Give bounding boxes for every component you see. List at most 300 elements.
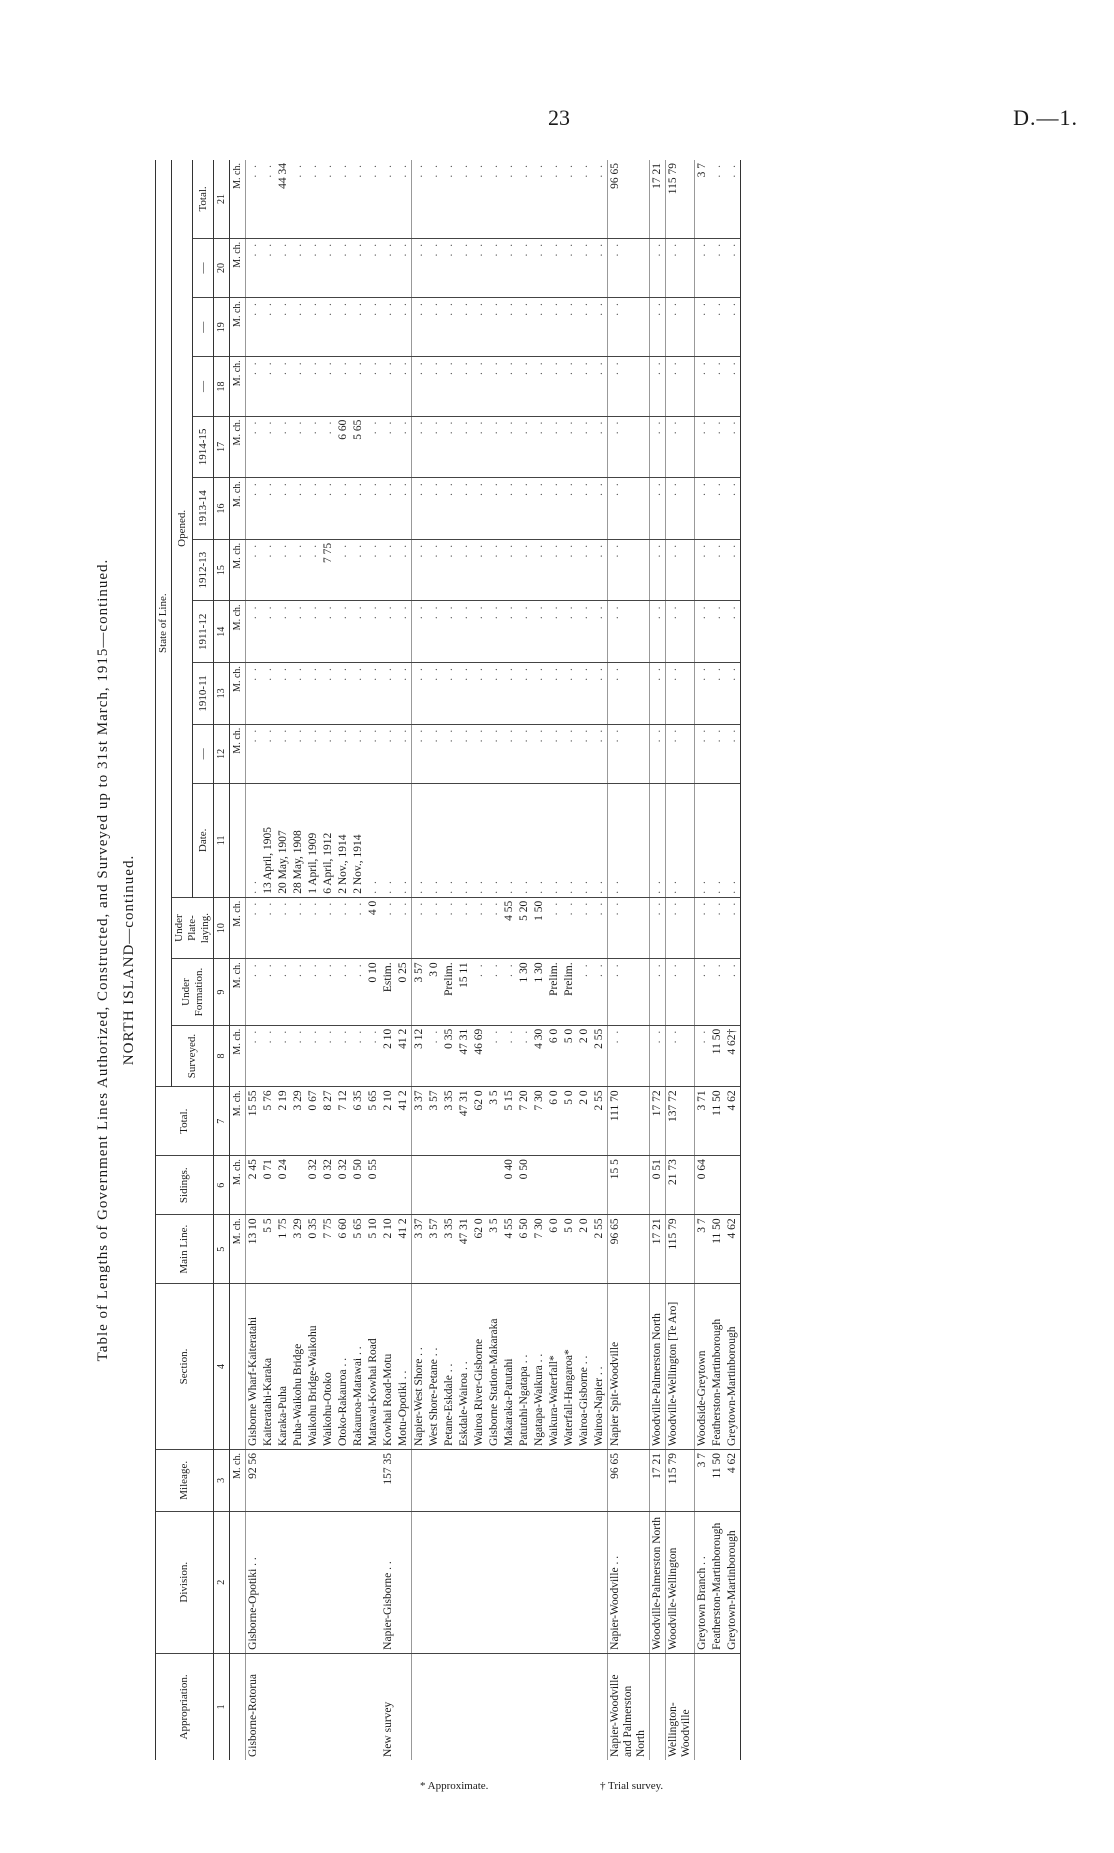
cell-col20 xyxy=(351,238,366,297)
cell-main-line: 17 21 xyxy=(650,1215,666,1284)
empty-leader: . . xyxy=(593,241,605,257)
empty-leader: . . xyxy=(651,879,663,894)
unit-cell: M. ch. xyxy=(230,1025,246,1087)
cell-sidings xyxy=(442,1156,457,1215)
cell-1913-14 xyxy=(261,478,276,540)
cell-col18 xyxy=(592,357,608,416)
cell-col20 xyxy=(442,238,457,297)
cell-col18 xyxy=(276,357,291,416)
cell-1911-12 xyxy=(246,601,262,663)
cell-mileage: 157 35 xyxy=(381,1450,396,1512)
cell-1913-14 xyxy=(321,478,336,540)
cell-col18 xyxy=(577,357,592,416)
empty-leader: . . xyxy=(247,481,259,496)
empty-leader: . . xyxy=(651,900,663,916)
cell-main-line: 6 60 xyxy=(336,1215,351,1284)
cell-appropriation xyxy=(472,1653,487,1760)
cell-col19 xyxy=(351,298,366,357)
cell-col18 xyxy=(650,357,666,416)
empty-leader: . . xyxy=(696,542,708,558)
cell-1913-14 xyxy=(472,478,487,540)
cell-under-formation xyxy=(695,959,711,1025)
cell-mileage xyxy=(336,1450,351,1512)
header-section: Section. xyxy=(156,1284,214,1450)
empty-leader: . . xyxy=(277,542,289,558)
cell-under-platelaying xyxy=(336,897,351,959)
empty-leader: . . xyxy=(443,666,455,681)
cell-1910-11 xyxy=(710,663,725,725)
cell-under-platelaying xyxy=(547,897,562,959)
cell-1911-12 xyxy=(608,601,650,663)
cell-col20 xyxy=(562,238,577,297)
header-under-platelaying: Under Plate-laying. xyxy=(172,897,214,959)
cell-sidings xyxy=(592,1156,608,1215)
cell-col12 xyxy=(457,724,472,783)
cell-sidings: 0 55 xyxy=(366,1156,381,1215)
cell-col19 xyxy=(592,298,608,357)
cell-main-line: 2 55 xyxy=(592,1215,608,1284)
cell-mileage xyxy=(472,1450,487,1512)
cell-1912-13 xyxy=(710,539,725,601)
empty-leader: . . xyxy=(247,666,259,681)
header-sidings: Sidings. xyxy=(156,1156,214,1215)
empty-leader: . . xyxy=(548,481,560,496)
cell-1912-13 xyxy=(381,539,396,601)
cell-mileage xyxy=(532,1450,547,1512)
header-date: Date. xyxy=(193,783,214,897)
cell-section: Greytown-Martinborough xyxy=(725,1284,741,1450)
cell-surveyed: 3 12 xyxy=(412,1025,428,1087)
empty-leader: . . xyxy=(667,604,679,620)
empty-leader: . . xyxy=(262,163,274,178)
empty-leader: . . xyxy=(578,879,590,894)
cell-1910-11 xyxy=(381,663,396,725)
cell-surveyed xyxy=(321,1025,336,1087)
cell-col19 xyxy=(532,298,547,357)
cell-1913-14 xyxy=(577,478,592,540)
cell-col18 xyxy=(562,357,577,416)
column-number: 18 xyxy=(214,357,230,416)
cell-col18 xyxy=(695,357,711,416)
empty-leader: . . xyxy=(307,360,319,375)
empty-leader: . . xyxy=(667,666,679,681)
cell-division xyxy=(261,1511,276,1653)
empty-leader: . . xyxy=(563,419,575,435)
cell-col19 xyxy=(412,298,428,357)
cell-under-formation: Prelim. xyxy=(547,959,562,1025)
cell-total: 8 27 xyxy=(321,1087,336,1156)
cell-division: Gisborne-Opotiki . . xyxy=(246,1511,262,1653)
empty-leader: . . xyxy=(488,962,500,977)
empty-leader: . . xyxy=(292,1028,304,1044)
cell-date xyxy=(396,783,412,897)
cell-total: 0 67 xyxy=(306,1087,321,1156)
empty-leader: . . xyxy=(367,666,379,681)
cell-col19 xyxy=(710,298,725,357)
cell-col20 xyxy=(547,238,562,297)
empty-leader: . . xyxy=(382,542,394,558)
empty-leader: . . xyxy=(352,481,364,496)
cell-1910-11 xyxy=(547,663,562,725)
cell-1910-11 xyxy=(321,663,336,725)
cell-1914-15 xyxy=(276,416,291,478)
cell-col18 xyxy=(427,357,442,416)
empty-leader: . . xyxy=(726,962,738,977)
empty-leader: . . xyxy=(696,604,708,620)
cell-surveyed: 6 0 xyxy=(547,1025,562,1087)
cell-1913-14 xyxy=(487,478,502,540)
cell-date xyxy=(562,783,577,897)
empty-leader: . . xyxy=(711,163,723,178)
cell-total: 3 37 xyxy=(412,1087,428,1156)
empty-leader: . . xyxy=(667,962,679,977)
empty-leader: . . xyxy=(593,727,605,743)
cell-grand-total xyxy=(261,160,276,238)
empty-leader: . . xyxy=(428,879,440,894)
empty-leader: . . xyxy=(337,604,349,620)
cell-grand-total xyxy=(366,160,381,238)
cell-1914-15 xyxy=(381,416,396,478)
cell-main-line: 5 10 xyxy=(366,1215,381,1284)
cell-1910-11 xyxy=(577,663,592,725)
empty-leader: . . xyxy=(458,879,470,894)
empty-leader: . . xyxy=(277,360,289,375)
cell-surveyed xyxy=(427,1025,442,1087)
cell-section: Otoko-Rakauroa . . xyxy=(336,1284,351,1450)
empty-leader: . . xyxy=(593,301,605,316)
empty-leader: . . xyxy=(397,241,409,257)
empty-leader: . . xyxy=(292,604,304,620)
column-number: 7 xyxy=(214,1087,230,1156)
cell-under-formation xyxy=(321,959,336,1025)
cell-col12 xyxy=(487,724,502,783)
cell-under-platelaying xyxy=(442,897,457,959)
cell-1914-15 xyxy=(487,416,502,478)
cell-1910-11 xyxy=(336,663,351,725)
empty-leader: . . xyxy=(593,360,605,375)
cell-section: Wairoa-Gisborne . . xyxy=(577,1284,592,1450)
table-row xyxy=(442,160,457,1760)
cell-col12 xyxy=(366,724,381,783)
empty-leader: . . xyxy=(518,241,530,257)
header-1914-15: 1914-15 xyxy=(193,416,214,478)
cell-date xyxy=(412,783,428,897)
empty-leader: . . xyxy=(651,604,663,620)
cell-col12 xyxy=(472,724,487,783)
empty-leader: . . xyxy=(382,879,394,894)
empty-leader: . . xyxy=(458,727,470,743)
empty-leader: . . xyxy=(322,962,334,977)
empty-leader: . . xyxy=(711,241,723,257)
empty-leader: . . xyxy=(428,542,440,558)
empty-leader: . . xyxy=(352,241,364,257)
cell-col20 xyxy=(321,238,336,297)
empty-leader: . . xyxy=(609,419,621,435)
cell-appropriation: Gisborne-Rotorua xyxy=(246,1653,262,1760)
empty-leader: . . xyxy=(726,879,738,894)
cell-grand-total xyxy=(517,160,532,238)
empty-leader: . . xyxy=(578,900,590,916)
cell-grand-total: 115 79 xyxy=(666,160,695,238)
cell-1912-13 xyxy=(650,539,666,601)
cell-under-formation xyxy=(246,959,262,1025)
cell-col19 xyxy=(502,298,517,357)
cell-1913-14 xyxy=(695,478,711,540)
cell-col12 xyxy=(427,724,442,783)
empty-leader: . . xyxy=(726,900,738,916)
cell-col18 xyxy=(725,357,741,416)
cell-appropriation xyxy=(562,1653,577,1760)
cell-1911-12 xyxy=(577,601,592,663)
cell-total: 6 0 xyxy=(547,1087,562,1156)
cell-1914-15 xyxy=(246,416,262,478)
cell-col19 xyxy=(666,298,695,357)
cell-1913-14 xyxy=(246,478,262,540)
cell-mileage xyxy=(366,1450,381,1512)
cell-1914-15: 5 65 xyxy=(351,416,366,478)
empty-leader: . . xyxy=(593,542,605,558)
cell-main-line: 3 37 xyxy=(412,1215,428,1284)
empty-leader: . . xyxy=(397,604,409,620)
cell-appropriation xyxy=(577,1653,592,1760)
cell-col19 xyxy=(366,298,381,357)
cell-col19 xyxy=(562,298,577,357)
cell-1914-15 xyxy=(695,416,711,478)
column-number: 12 xyxy=(214,724,230,783)
cell-mileage xyxy=(276,1450,291,1512)
cell-col19 xyxy=(291,298,306,357)
cell-col18 xyxy=(336,357,351,416)
cell-grand-total: 96 65 xyxy=(608,160,650,238)
cell-division xyxy=(532,1511,547,1653)
cell-sidings: 21 73 xyxy=(666,1156,695,1215)
cell-appropriation xyxy=(412,1653,428,1760)
empty-leader: . . xyxy=(548,604,560,620)
cell-grand-total xyxy=(547,160,562,238)
empty-leader: . . xyxy=(488,241,500,257)
cell-section: Wairoa River-Gisborne xyxy=(472,1284,487,1450)
unit-cell: M. ch. xyxy=(230,724,246,783)
empty-leader: . . xyxy=(382,666,394,681)
table-row xyxy=(276,160,291,1760)
cell-appropriation xyxy=(502,1653,517,1760)
cell-appropriation xyxy=(291,1653,306,1760)
table-row xyxy=(562,160,577,1760)
cell-col19 xyxy=(306,298,321,357)
cell-under-platelaying xyxy=(321,897,336,959)
empty-leader: . . xyxy=(503,481,515,496)
cell-mileage: 4 62 xyxy=(725,1450,741,1512)
cell-1914-15 xyxy=(666,416,695,478)
cell-1913-14 xyxy=(412,478,428,540)
empty-leader: . . xyxy=(518,301,530,316)
empty-leader: . . xyxy=(458,542,470,558)
empty-leader: . . xyxy=(262,666,274,681)
table-row xyxy=(487,160,502,1760)
cell-1914-15 xyxy=(502,416,517,478)
empty-leader: . . xyxy=(247,727,259,743)
cell-division xyxy=(547,1511,562,1653)
empty-leader: . . xyxy=(307,481,319,496)
cell-section: Kowhai Road-Motu xyxy=(381,1284,396,1450)
cell-total: 6 35 xyxy=(351,1087,366,1156)
cell-1914-15 xyxy=(306,416,321,478)
cell-mileage xyxy=(502,1450,517,1512)
unit-cell: M. ch. xyxy=(230,298,246,357)
cell-grand-total xyxy=(427,160,442,238)
empty-leader: . . xyxy=(458,481,470,496)
cell-division xyxy=(396,1511,412,1653)
empty-leader: . . xyxy=(292,301,304,316)
cell-under-platelaying xyxy=(577,897,592,959)
empty-leader: . . xyxy=(518,163,530,178)
cell-total: 7 30 xyxy=(532,1087,547,1156)
cell-grand-total: 3 7 xyxy=(695,160,711,238)
empty-leader: . . xyxy=(382,727,394,743)
cell-sidings: 0 50 xyxy=(351,1156,366,1215)
cell-1912-13 xyxy=(427,539,442,601)
empty-leader: . . xyxy=(609,900,621,916)
column-number: 4 xyxy=(214,1284,230,1450)
cell-section: Patutahi-Ngatapa . . xyxy=(517,1284,532,1450)
cell-mileage xyxy=(457,1450,472,1512)
cell-total: 3 57 xyxy=(427,1087,442,1156)
cell-section: Eskdale-Wairoa . . xyxy=(457,1284,472,1450)
cell-section: Waterfall-Hangaroa* xyxy=(562,1284,577,1450)
cell-col12 xyxy=(608,724,650,783)
cell-col12 xyxy=(351,724,366,783)
empty-leader: . . xyxy=(593,604,605,620)
cell-1913-14 xyxy=(517,478,532,540)
cell-1911-12 xyxy=(457,601,472,663)
table-row xyxy=(306,160,321,1760)
empty-leader: . . xyxy=(307,666,319,681)
empty-leader: . . xyxy=(292,962,304,977)
cell-col20 xyxy=(396,238,412,297)
cell-1912-13 xyxy=(592,539,608,601)
cell-1912-13 xyxy=(351,539,366,601)
cell-division xyxy=(321,1511,336,1653)
cell-section: Matawai-Kowhai Road xyxy=(366,1284,381,1450)
empty-leader: . . xyxy=(578,360,590,375)
empty-leader: . . xyxy=(711,360,723,375)
empty-leader: . . xyxy=(443,481,455,496)
empty-leader: . . xyxy=(337,962,349,977)
cell-section: Woodside-Greytown xyxy=(695,1284,711,1450)
cell-grand-total xyxy=(592,160,608,238)
empty-leader: . . xyxy=(488,666,500,681)
cell-under-formation: 0 10 xyxy=(366,959,381,1025)
cell-grand-total xyxy=(246,160,262,238)
empty-leader: . . xyxy=(292,419,304,435)
cell-1910-11 xyxy=(396,663,412,725)
cell-main-line: 96 65 xyxy=(608,1215,650,1284)
cell-mileage xyxy=(517,1450,532,1512)
empty-leader: . . xyxy=(292,666,304,681)
empty-leader: . . xyxy=(667,1028,679,1044)
empty-leader: . . xyxy=(667,481,679,496)
cell-col20 xyxy=(577,238,592,297)
cell-grand-total xyxy=(532,160,547,238)
cell-under-formation: 15 11 xyxy=(457,959,472,1025)
cell-col12 xyxy=(532,724,547,783)
cell-main-line: 6 50 xyxy=(517,1215,532,1284)
empty-leader: . . xyxy=(247,900,259,916)
cell-sidings: 0 51 xyxy=(650,1156,666,1215)
cell-1911-12 xyxy=(351,601,366,663)
cell-division: Featherston-Martinborough xyxy=(710,1511,725,1653)
empty-leader: . . xyxy=(503,360,515,375)
empty-leader: . . xyxy=(413,481,425,496)
cell-surveyed: 11 50 xyxy=(710,1025,725,1087)
cell-under-platelaying xyxy=(592,897,608,959)
empty-leader: . . xyxy=(533,604,545,620)
unit-cell xyxy=(230,1511,246,1653)
cell-sidings: 2 45 xyxy=(246,1156,262,1215)
empty-leader: . . xyxy=(443,727,455,743)
cell-1911-12 xyxy=(562,601,577,663)
cell-main-line: 3 35 xyxy=(442,1215,457,1284)
empty-leader: . . xyxy=(711,419,723,435)
cell-mileage: 11 50 xyxy=(710,1450,725,1512)
cell-col19 xyxy=(246,298,262,357)
empty-leader: . . xyxy=(473,241,485,257)
cell-col20 xyxy=(291,238,306,297)
cell-col19 xyxy=(336,298,351,357)
column-number: 13 xyxy=(214,663,230,725)
cell-surveyed xyxy=(306,1025,321,1087)
table-row xyxy=(246,160,262,1760)
cell-division xyxy=(351,1511,366,1653)
column-number: 6 xyxy=(214,1156,230,1215)
cell-division xyxy=(366,1511,381,1653)
cell-1914-15 xyxy=(562,416,577,478)
empty-leader: . . xyxy=(307,727,319,743)
empty-leader: . . xyxy=(292,542,304,558)
cell-main-line: 2 0 xyxy=(577,1215,592,1284)
empty-leader: . . xyxy=(473,419,485,435)
empty-leader: . . xyxy=(262,900,274,916)
cell-appropriation xyxy=(532,1653,547,1760)
empty-leader: . . xyxy=(563,481,575,496)
empty-leader: . . xyxy=(307,1028,319,1044)
cell-1910-11 xyxy=(725,663,741,725)
cell-1913-14 xyxy=(351,478,366,540)
empty-leader: . . xyxy=(609,962,621,977)
empty-leader: . . xyxy=(277,1028,289,1044)
empty-leader: . . xyxy=(548,666,560,681)
cell-surveyed xyxy=(650,1025,666,1087)
cell-sidings: 0 71 xyxy=(261,1156,276,1215)
empty-leader: . . xyxy=(262,241,274,257)
column-number: 21 xyxy=(214,160,230,238)
empty-leader: . . xyxy=(593,666,605,681)
cell-appropriation xyxy=(261,1653,276,1760)
empty-leader: . . xyxy=(473,360,485,375)
empty-leader: . . xyxy=(503,879,515,894)
cell-division xyxy=(427,1511,442,1653)
empty-leader: . . xyxy=(428,900,440,916)
unit-cell: M. ch. xyxy=(230,663,246,725)
cell-surveyed xyxy=(695,1025,711,1087)
cell-sidings xyxy=(532,1156,547,1215)
cell-1914-15 xyxy=(710,416,725,478)
empty-leader: . . xyxy=(397,301,409,316)
empty-leader: . . xyxy=(367,163,379,178)
cell-col20 xyxy=(608,238,650,297)
cell-col12 xyxy=(396,724,412,783)
cell-appropriation xyxy=(427,1653,442,1760)
